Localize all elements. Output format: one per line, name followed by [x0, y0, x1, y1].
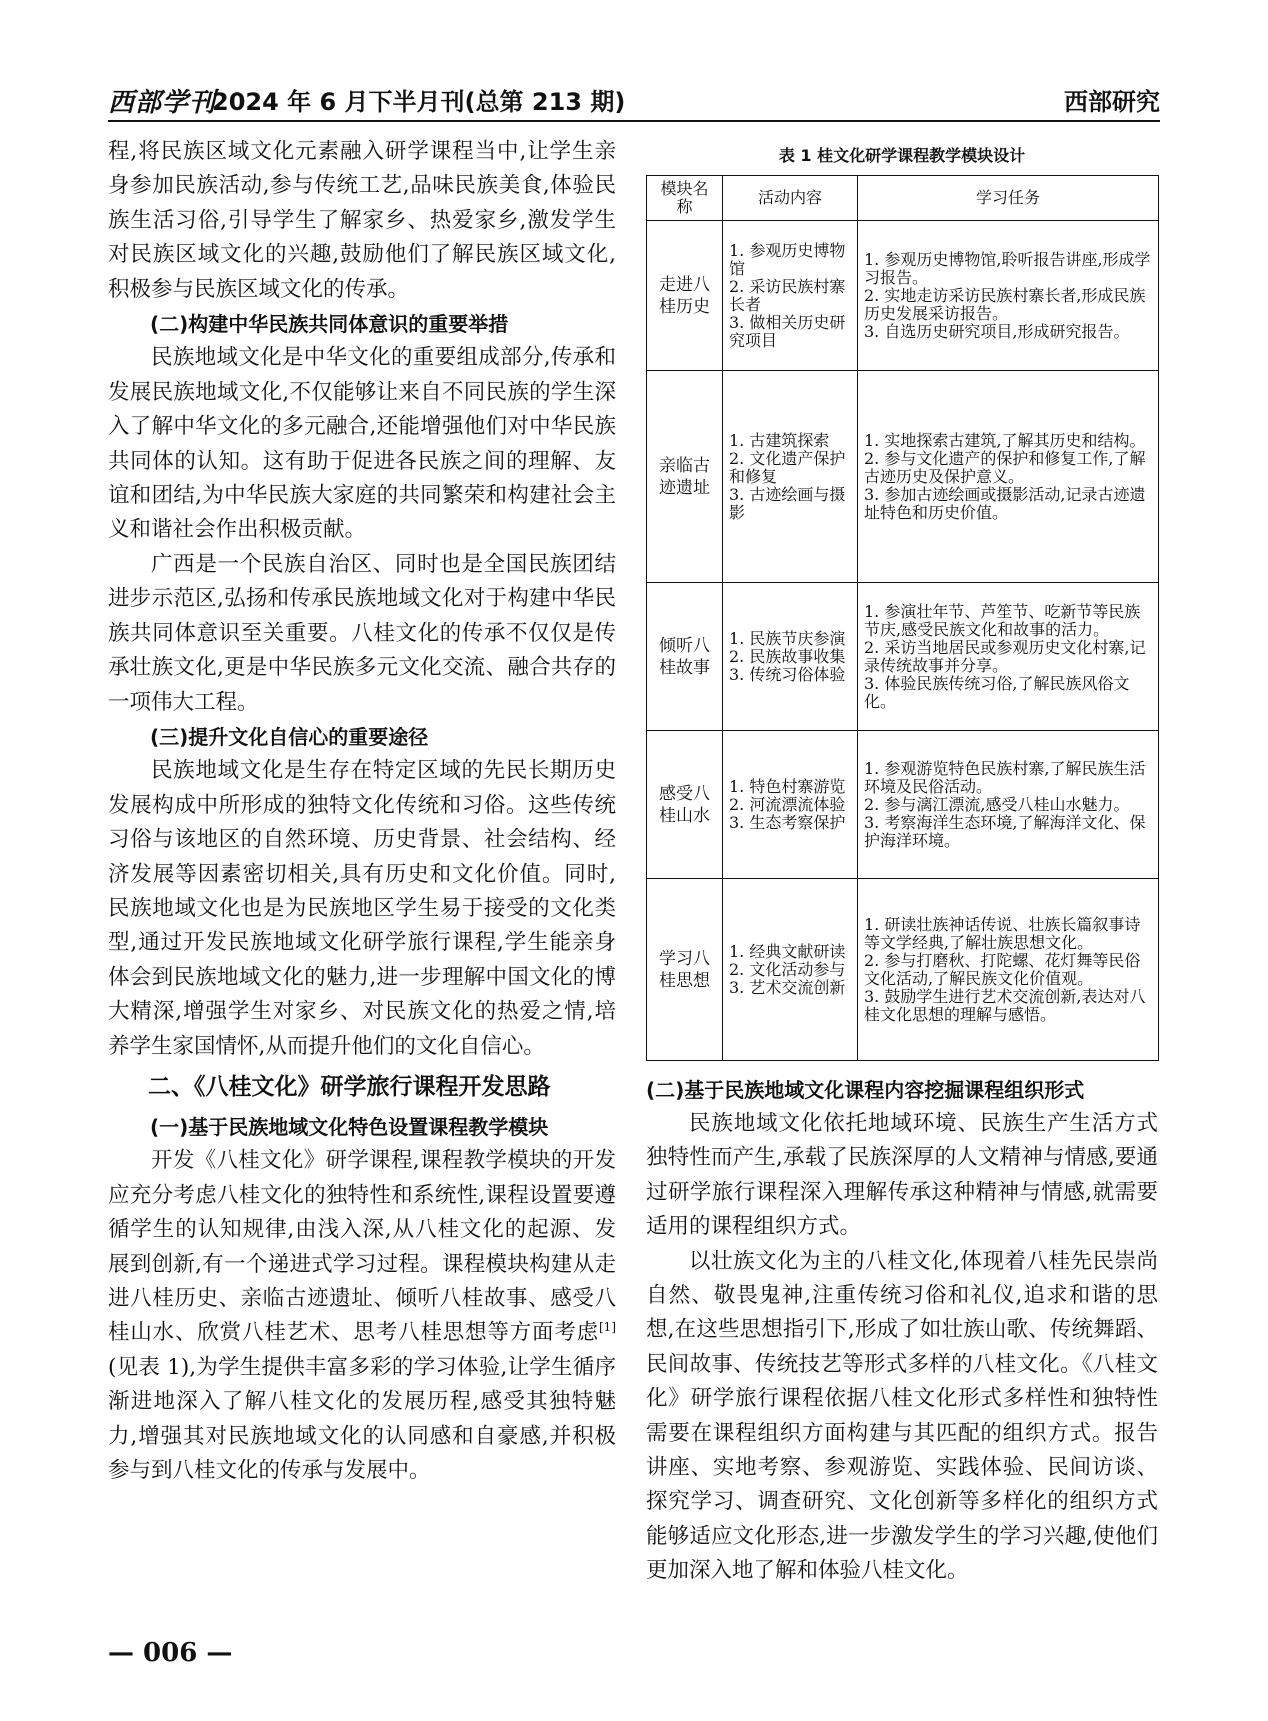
task-cell	[858, 221, 1159, 371]
activity-cell	[723, 583, 858, 731]
task-item: 2. 参与文化遗产的保护和修复工作,了解古迹历史及保护意义。	[864, 448, 1146, 486]
paragraph-text: 开发《八桂文化》研学课程,课程教学模块的开发应充分考虑八桂文化的独特性和系统性,课程设置要遵循学生的认知规律,由浅入深,从八桂文化的起源、发展到创新,有一个递进式学习过程。课程模块构建从走进八桂历史、亲临古迹遗址、倾听八桂故事、感受八桂山水、欣赏八桂艺术、思考八桂思想等方面考虑	[108, 1148, 616, 1346]
activity-item: 3. 古迹绘画与摄影	[729, 484, 846, 522]
table-row	[647, 731, 1159, 879]
module-name-cell: 倾听八桂故事	[647, 583, 723, 731]
task-item: 2. 参与漓江漂流,感受八桂山水魅力。	[864, 794, 1130, 814]
activity-cell	[723, 879, 858, 1061]
activity-item: 1. 经典文献研读	[729, 941, 846, 961]
activity-cell	[723, 731, 858, 879]
section-name: 西部研究	[1064, 88, 1160, 116]
journal-logo: 西部学刊	[108, 88, 217, 118]
chapter-heading: 二、《八桂文化》研学旅行课程开发思路	[148, 1073, 551, 1100]
task-cell	[858, 371, 1159, 583]
page-header	[108, 80, 1160, 122]
task-item: 1. 参演壮年节、芦笙节、吃新节等民族节庆,感受民族文化和故事的活力。	[864, 601, 1141, 639]
activity-item: 1. 特色村寨游览	[729, 776, 846, 796]
activity-item: 2. 民族故事收集	[729, 646, 846, 666]
issue-info: 2024 年 6 月下半月刊(总第 213 期)	[212, 88, 626, 116]
task-item: 1. 研读壮族神话传说、壮族长篇叙事诗等文学经典,了解壮族思想文化。	[864, 914, 1141, 952]
module-table	[646, 175, 1159, 1061]
module-name-cell: 走进八桂历史	[647, 221, 723, 371]
task-cell	[858, 583, 1159, 731]
activity-item: 3. 做相关历史研究项目	[729, 312, 846, 350]
activity-item: 1. 古建筑探索	[729, 430, 830, 450]
task-item: 3. 体验民族传统习俗,了解民族风俗文化。	[864, 673, 1130, 711]
table-row	[647, 371, 1159, 583]
table-row	[647, 221, 1159, 371]
paragraph: 民族地域文化是生存在特定区域的先民长期历史发展构成中所形成的独特文化传统和习俗。这些传统习俗与该地区的自然环境、历史背景、社会结构、经济发展等因素密切相关,具有历史和文化价值。同时,民族地域文化也是为民族地区学生易于接受的文化类型,通过开发民族地域文化研学旅行课程,学生能亲身体会到民族地域文化的魅力,进一步理解中国文化的博大精深,增强学生对家乡、对民族文化的热爱之情,培养学生家国情怀,从而提升他们的文化自信心。	[108, 758, 616, 1059]
left-column	[108, 135, 616, 1488]
task-item: 3. 鼓励学生进行艺术交流创新,表达对八桂文化思想的理解与感悟。	[864, 986, 1146, 1024]
paragraph: 民族地域文化依托地域环境、民族生产生活方式独特性而产生,承载了民族深厚的人文精神与情感,要通过研学旅行课程深入理解传承这种精神与情感,就需要适用的课程组织方式。	[646, 1111, 1158, 1240]
task-item: 2. 参与打磨秋、打陀螺、花灯舞等民俗文化活动,了解民族文化价值观。	[864, 950, 1141, 988]
activity-item: 1. 参观历史博物馆	[729, 240, 846, 278]
module-name-cell: 亲临古迹遗址	[647, 371, 723, 583]
task-cell	[858, 731, 1159, 879]
citation-ref: [1]	[599, 1320, 616, 1335]
section-heading: (二)构建中华民族共同体意识的重要举措	[150, 312, 509, 337]
paragraph: 以壮族文化为主的八桂文化,体现着八桂先民崇尚自然、敬畏鬼神,注重传统习俗和礼仪,追求和谐的思想,在这些思想指引下,形成了如壮族山歌、传统舞蹈、民间故事、传统技艺等形式多样的八桂文化。《八桂文化》研学旅行课程依据八桂文化形式多样性和独特性需要在课程组织方面构建与其匹配的组织方式。报告讲座、实地考察、参观游览、实践体验、民间访谈、探究学习、调查研究、文化创新等多样化的组织方式能够适应文化形态,进一步激发学生的学习兴趣,使他们更加深入地了解和体验八桂文化。	[646, 1248, 1158, 1584]
column-header: 模块名称	[647, 176, 723, 221]
column-header: 活动内容	[723, 176, 858, 221]
paragraph: 民族地域文化是中华文化的重要组成部分,传承和发展民族地域文化,不仅能够让来自不同民族的学生深入了解中华文化的多元融合,还能增强他们对中华民族共同体的认知。这有助于促进各民族之间的理解、友谊和团结,为中华民族大家庭的共同繁荣和构建社会主义和谐社会作出积极贡献。	[108, 345, 616, 543]
task-item: 3. 参加古迹绘画或摄影活动,记录古迹遗址特色和历史价值。	[864, 484, 1146, 522]
table-row	[647, 583, 1159, 731]
activity-item: 3. 传统习俗体验	[729, 664, 846, 684]
section-heading: (三)提升文化自信心的重要途径	[150, 724, 429, 749]
activity-item: 2. 文化遗产保护和修复	[729, 448, 846, 486]
paragraph-text: (见表 1),为学生提供丰富多彩的学习体验,让学生循序渐进地深入了解八桂文化的发展历程,感受其独特魅力,增强其对民族地域文化的认同感和自豪感,并积极参与到八桂文化的传承与发展中。	[108, 1354, 616, 1484]
activity-cell	[723, 221, 858, 371]
right-column	[646, 135, 1158, 1589]
table-header-row	[647, 176, 1159, 221]
module-name-cell: 感受八桂山水	[647, 731, 723, 879]
section-heading: (一)基于民族地域文化特色设置课程教学模块	[150, 1114, 549, 1139]
activity-item: 2. 文化活动参与	[729, 959, 846, 979]
task-item: 3. 自选历史研究项目,形成研究报告。	[864, 321, 1130, 341]
page-number: — 006 —	[108, 1638, 233, 1668]
table-row	[647, 879, 1159, 1061]
task-item: 2. 采访当地居民或参观历史文化村寨,记录传统故事并分享。	[864, 637, 1146, 675]
paragraph	[108, 1144, 616, 1488]
column-header: 学习任务	[858, 176, 1159, 221]
activity-item: 3. 生态考察保护	[729, 812, 846, 832]
activity-item: 3. 艺术交流创新	[729, 977, 846, 997]
task-item: 3. 考察海洋生态环境,了解海洋文化、保护海洋环境。	[864, 812, 1146, 850]
activity-cell	[723, 371, 858, 583]
activity-item: 1. 民族节庆参演	[729, 628, 846, 648]
table-caption: 表 1 桂文化研学课程教学模块设计	[778, 146, 1026, 165]
task-item: 1. 实地探索古建筑,了解其历史和结构。	[864, 430, 1146, 450]
section-heading: (二)基于民族地域文化课程内容挖掘课程组织形式	[646, 1078, 1085, 1102]
paragraph: 广西是一个民族自治区、同时也是全国民族团结进步示范区,弘扬和传承民族地域文化对于构建中华民族共同体意识至关重要。八桂文化的传承不仅仅是传承壮族文化,更是中华民族多元文化交流、融合共存的一项伟大工程。	[108, 551, 616, 715]
task-cell	[858, 879, 1159, 1061]
task-item: 2. 实地走访采访民族村寨长者,形成民族历史发展采访报告。	[864, 285, 1146, 323]
module-name-cell: 学习八桂思想	[647, 879, 723, 1061]
activity-item: 2. 河流漂流体验	[729, 794, 846, 814]
paragraph: 程,将民族区域文化元素融入研学课程当中,让学生亲身参加民族活动,参与传统工艺,品味民族美食,体验民族生活习俗,引导学生了解家乡、热爱家乡,激发学生对民族区域文化的兴趣,鼓励他们了解民族区域文化,积极参与民族区域文化的传承。	[108, 139, 616, 302]
activity-item: 2. 采访民族村寨长者	[729, 276, 846, 314]
task-item: 1. 参观游览特色民族村寨,了解民族生活环境及民俗活动。	[864, 758, 1146, 796]
task-item: 1. 参观历史博物馆,聆听报告讲座,形成学习报告。	[864, 249, 1151, 287]
